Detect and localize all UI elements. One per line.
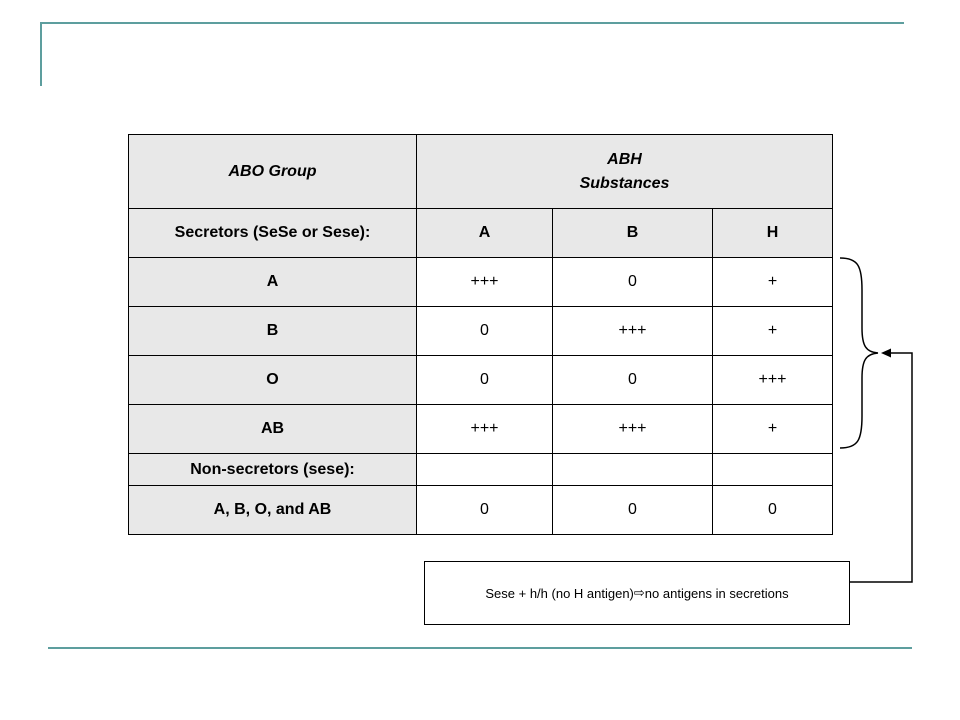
cell-b: +++ (553, 307, 713, 356)
cell-b: 0 (553, 258, 713, 307)
cell-h: +++ (713, 356, 833, 405)
note-text-before: Sese + h/h (no H antigen) (485, 585, 634, 601)
cell-h: + (713, 307, 833, 356)
note-text-after: no antigens in secretions (644, 585, 789, 601)
curly-brace (840, 258, 878, 448)
col-a-header: A (417, 209, 553, 258)
note-box (424, 561, 850, 625)
cell-h: 0 (713, 486, 833, 535)
cell-a: +++ (417, 405, 553, 454)
row-group: AB (129, 405, 417, 454)
col-h-header: H (713, 209, 833, 258)
row-group: A, B, O, and AB (129, 486, 417, 535)
abo-group-header: ABO Group (129, 135, 417, 209)
cell-h: + (713, 405, 833, 454)
row-group: A (129, 258, 417, 307)
cell-b: +++ (553, 405, 713, 454)
col-b-header: B (553, 209, 713, 258)
nonsecretors-label: Non-secretors (sese): (129, 454, 417, 486)
row-group: B (129, 307, 417, 356)
cell-a: 0 (417, 356, 553, 405)
abh-label: ABH (607, 150, 642, 168)
cell-a: 0 (417, 307, 553, 356)
connector-line (849, 353, 912, 582)
hollow-arrow-icon: ⇨ (633, 585, 645, 601)
cell-a: +++ (417, 258, 553, 307)
row-group: O (129, 356, 417, 405)
cell-b: 0 (553, 486, 713, 535)
connector-arrowhead (881, 349, 891, 358)
secretors-label: Secretors (SeSe or Sese): (129, 209, 417, 258)
substances-label: Substances (579, 174, 670, 192)
cell-b: 0 (553, 356, 713, 405)
cell-a: 0 (417, 486, 553, 535)
cell-h: + (713, 258, 833, 307)
